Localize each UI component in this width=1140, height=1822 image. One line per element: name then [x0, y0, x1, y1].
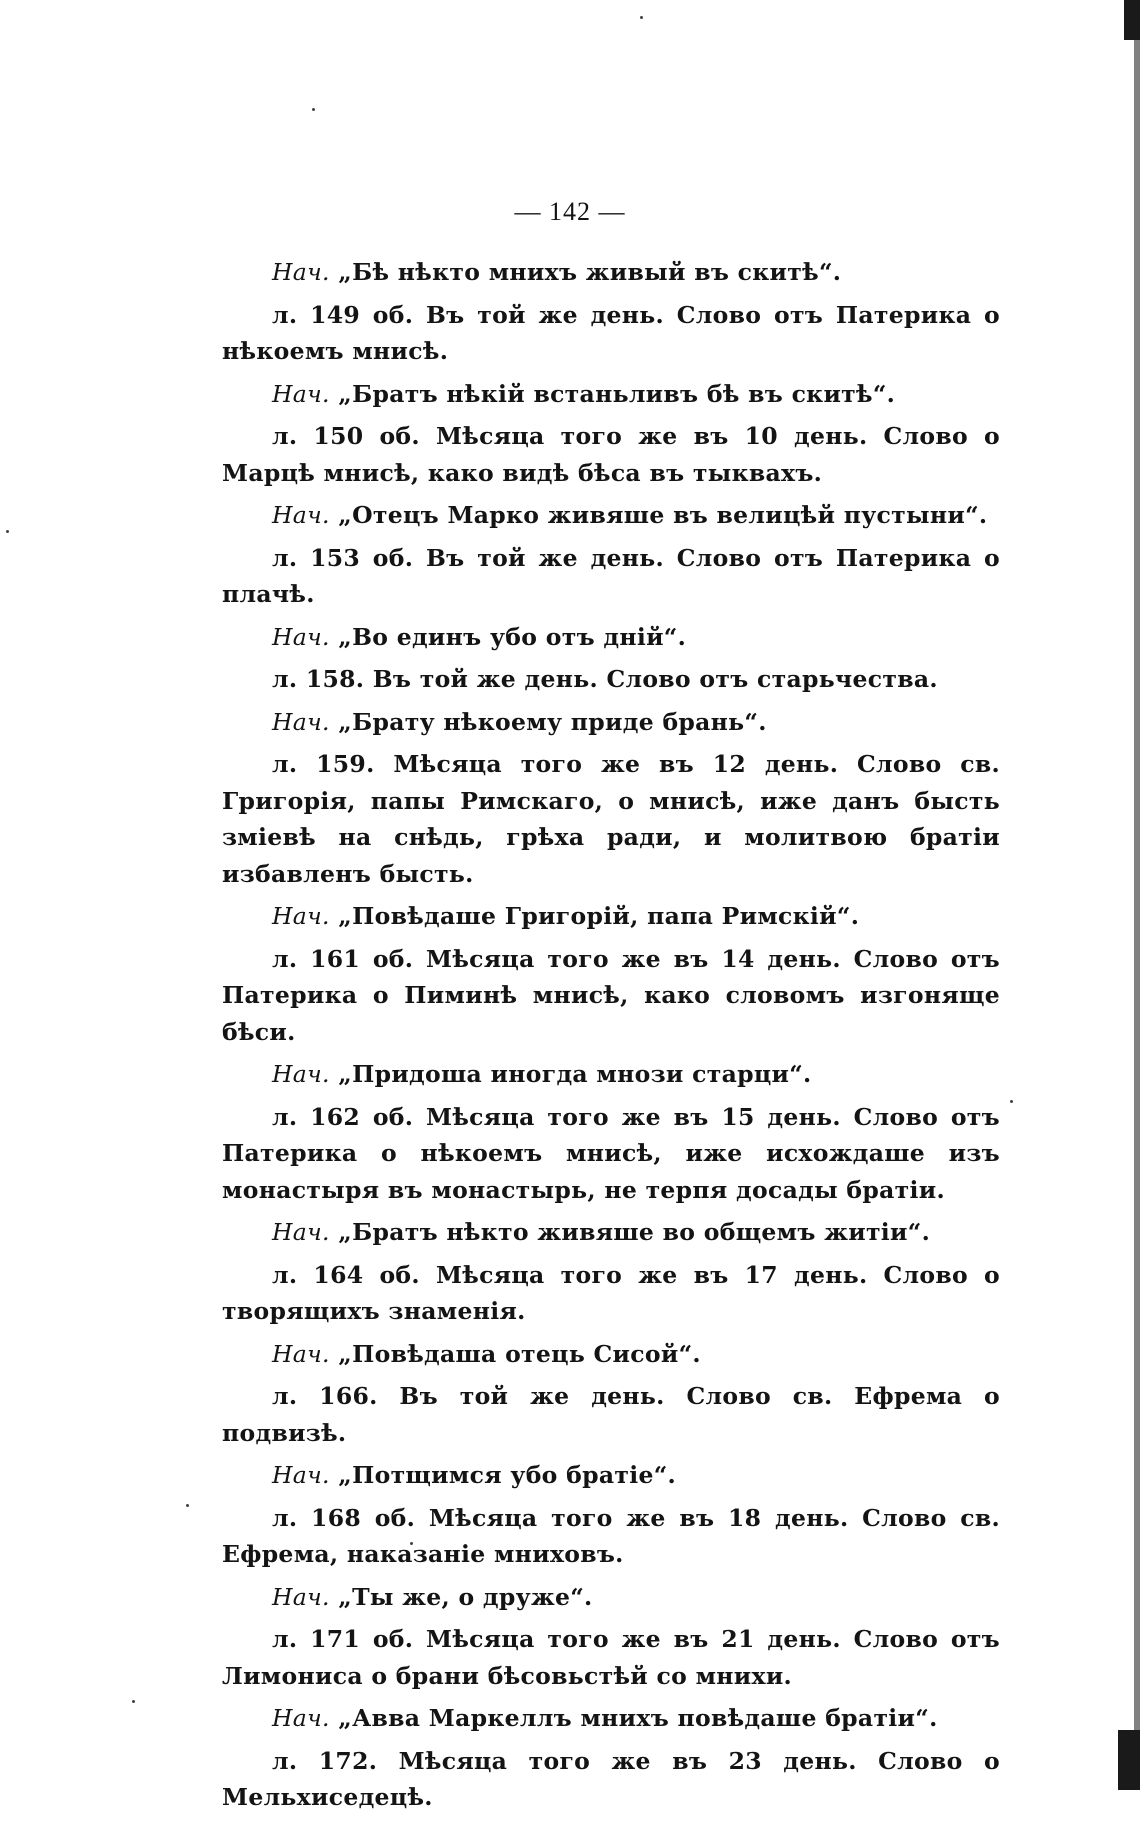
folio-entry: л. 158. Въ той же день. Слово отъ старьчества.	[272, 665, 938, 693]
scan-speck	[6, 530, 9, 533]
incipit-quote: „Отецъ Марко живяше въ велицѣй пустыни“.	[338, 501, 988, 529]
incipit-quote: „Придоша иногда мнози старци“.	[338, 1060, 812, 1088]
folio-entry: л. 171 об. Мѣсяца того же въ 21 день. Слово отъ Лимониса о брани бѣсовьстѣй со мнихи.	[222, 1625, 1000, 1690]
scan-edge-bottom	[1118, 1730, 1140, 1790]
scan-speck	[186, 1504, 189, 1507]
page-number: — 142 —	[514, 197, 626, 226]
incipit-line	[222, 1579, 1000, 1616]
incipit-line	[222, 898, 1000, 935]
scan-speck	[312, 108, 315, 111]
incipit-line	[222, 376, 1000, 413]
scan-speck	[640, 16, 643, 19]
folio-entry: л. 159. Мѣсяца того же въ 12 день. Слово св. Григорія, папы Римскаго, о мнисѣ, иже данъ бысть зміевѣ на снѣдь, грѣха ради, и молитвою братіи избавленъ бысть.	[222, 750, 1000, 888]
incipit-quote: „Потщимся убо братіе“.	[338, 1461, 676, 1489]
incipit-line	[222, 1056, 1000, 1093]
incipit-label: Нач.	[272, 1339, 330, 1368]
scan-speck	[132, 1700, 135, 1703]
folio-entry: л. 153 об. Въ той же день. Слово отъ Патерика о плачѣ.	[222, 543, 1000, 608]
scan-edge-top	[1124, 0, 1140, 40]
incipit-line	[222, 1214, 1000, 1251]
folio-entry: л. 164 об. Мѣсяца того же въ 17 день. Слово о творящихъ знаменія.	[222, 1260, 1000, 1325]
incipit-quote: „Авва Маркеллъ мнихъ повѣдаше братіи“.	[338, 1704, 938, 1732]
incipit-line	[222, 1700, 1000, 1737]
incipit-quote: „Братъ нѣкто живяше во общемъ житіи“.	[338, 1218, 931, 1246]
folio-entry: л. 172. Мѣсяца того же въ 23 день. Слово о Мельхиседецѣ.	[222, 1746, 1000, 1811]
incipit-label: Нач.	[272, 1218, 330, 1246]
incipit-quote: „Братъ нѣкій встаньливъ бѣ въ скитѣ“.	[338, 379, 896, 408]
folio-entry: л. 149 об. Въ той же день. Слово отъ Патерика о нѣкоемъ мнисѣ.	[222, 300, 1000, 365]
scan-edge-right	[1134, 40, 1140, 1730]
incipit-label: Нач.	[272, 902, 330, 930]
incipit-line	[222, 704, 1000, 741]
incipit-label: Нач.	[272, 501, 330, 529]
incipit-label: Нач.	[272, 1704, 330, 1732]
incipit-quote: „Повѣдаше Григорій, папа Римскій“.	[338, 902, 860, 930]
incipit-label: Нач.	[272, 379, 330, 408]
folio-entry: л. 162 об. Мѣсяца того же въ 15 день. Слово отъ Патерика о нѣкоемъ мнисѣ, иже исхождаше изъ монастыря въ монастырь, не терпя досады братіи.	[222, 1102, 1000, 1204]
incipit-label: Нач.	[272, 1461, 330, 1489]
incipit-quote: „Брату нѣкоему приде брань“.	[338, 707, 767, 736]
catalog-text	[222, 254, 1000, 1822]
incipit-label: Нач.	[272, 1582, 330, 1611]
folio-entry: л. 150 об. Мѣсяца того же въ 10 день. Слово о Марцѣ мнисѣ, како видѣ бѣса въ тыквахъ.	[222, 422, 1000, 487]
incipit-label: Нач.	[272, 258, 330, 286]
incipit-line	[222, 1336, 1000, 1373]
scan-speck	[1010, 1100, 1013, 1103]
incipit-quote: „Повѣдаша отець Сисой“.	[338, 1339, 701, 1368]
incipit-line	[222, 254, 1000, 291]
incipit-quote: „Ты же, о друже“.	[338, 1582, 593, 1611]
folio-entry: л. 168 об. Мѣсяца того же въ 18 день. Слово св. Ефрема, наказаніе мниховъ.	[222, 1503, 1000, 1568]
incipit-quote: „Бѣ нѣкто мнихъ живый въ скитѣ“.	[338, 258, 842, 286]
incipit-line	[222, 497, 1000, 534]
folio-entry: л. 166. Въ той же день. Слово св. Ефрема о подвизѣ.	[222, 1382, 1000, 1447]
folio-entry: л. 161 об. Мѣсяца того же въ 14 день. Слово отъ Патерика о Пиминѣ мнисѣ, како словомъ изгоняще бѣси.	[222, 944, 1000, 1046]
incipit-label: Нач.	[272, 1060, 330, 1088]
incipit-label: Нач.	[272, 622, 330, 651]
incipit-line	[222, 619, 1000, 656]
incipit-line	[222, 1457, 1000, 1494]
incipit-label: Нач.	[272, 707, 330, 736]
incipit-quote: „Во единъ убо отъ дній“.	[338, 622, 687, 651]
